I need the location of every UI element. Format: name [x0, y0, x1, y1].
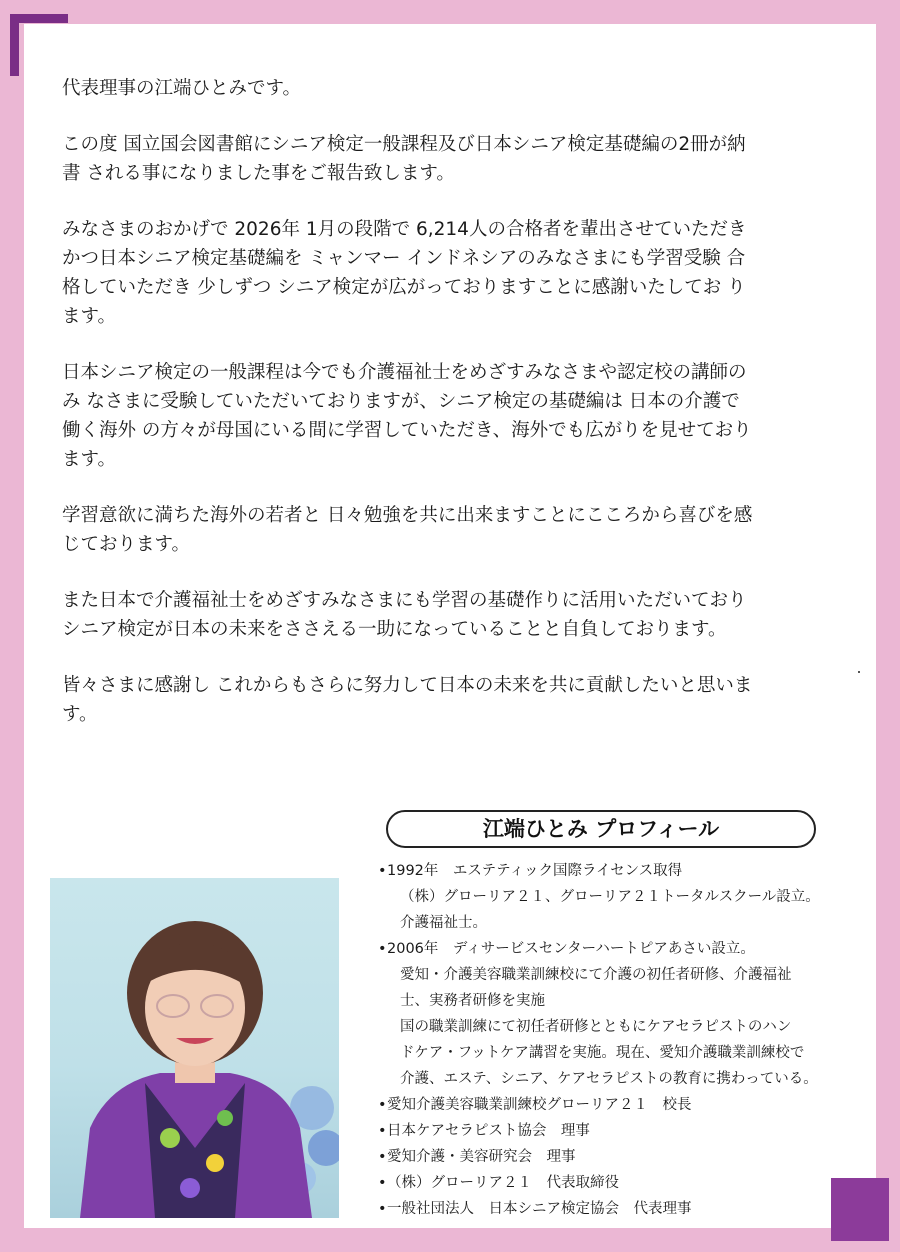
library-paragraph: この度 国立国会図書館にシニア検定一般課程及び日本シニア検定基礎編の2冊が納 書 される事になりました事をご報告致します。 — [62, 134, 746, 184]
stray-dot — [858, 671, 860, 673]
achievement-paragraph: みなさまのおかげで 2026年 1月の段階で 6,214人の合格者を輩出させていただき かつ日本シニア検定基礎編を ミャンマー インドネシアのみなさまにも学習受験 合 格していただき 少しずつ シニア検定が広がっておりますことに感謝いたしてお り ます。 — [62, 219, 747, 327]
portrait-photo — [50, 878, 339, 1218]
profile-entry: •1992年 エステティック国際ライセンス取得 （株）グローリア２１、グローリア２１トータルスクール設立。 介護福祉士。 — [378, 863, 820, 931]
greeting-paragraph: 代表理事の江端ひとみです。 — [62, 78, 302, 99]
message-body — [62, 74, 852, 756]
profile-entry: •愛知介護・美容研究会 理事 — [378, 1149, 576, 1165]
profile-entry: •愛知介護美容職業訓練校グローリア２１ 校長 — [378, 1097, 692, 1113]
closing-paragraph: 皆々さまに感謝し これからもさらに努力して日本の未来を共に貢献したいと思いま す。 — [62, 675, 753, 725]
profile-title: 江端ひとみ プロフィール — [386, 810, 816, 848]
portrait-illustration — [50, 878, 339, 1218]
profile-entry: •2006年 ディサービスセンターハートピアあさい設立。 愛知・介護美容職業訓練校にて介護の初任者研修、介護福祉 士、実務者研修を実施 国の職業訓練にて初任者研修とともにケアセラピストのハン ドケア・フットケア講習を実施。現在、愛知介護職業訓練校で 介護、エステ、シニア、ケアセラピストの教育に携わっている。 — [378, 941, 818, 1087]
support-paragraph: また日本で介護福祉士をめざすみなさまにも学習の基礎作りに活用いただいており シニア検定が日本の未来をささえる一助になっていることと自負しております。 — [62, 590, 747, 640]
corner-ornament-top-left — [10, 14, 68, 76]
profile-entry: •一般社団法人 日本シニア検定協会 代表理事 — [378, 1201, 692, 1217]
course-paragraph: 日本シニア検定の一般課程は今でも介護福祉士をめざすみなさまや認定校の講師の み なさまに受験していただいておりますが、シニア検定の基礎編は 日本の介護で 働く海外 の方々が母国にいる間に学習していただき、海外でも広がりを見せており ます。 — [62, 362, 752, 470]
profile-entry: •日本ケアセラピスト協会 理事 — [378, 1123, 590, 1139]
profile-entry: •（株）グローリア２１ 代表取締役 — [378, 1175, 619, 1191]
learning-paragraph: 学習意欲に満ちた海外の若者と 日々勉強を共に出来ますことにこころから喜びを感 じております。 — [62, 505, 753, 555]
profile-list — [378, 858, 868, 1222]
